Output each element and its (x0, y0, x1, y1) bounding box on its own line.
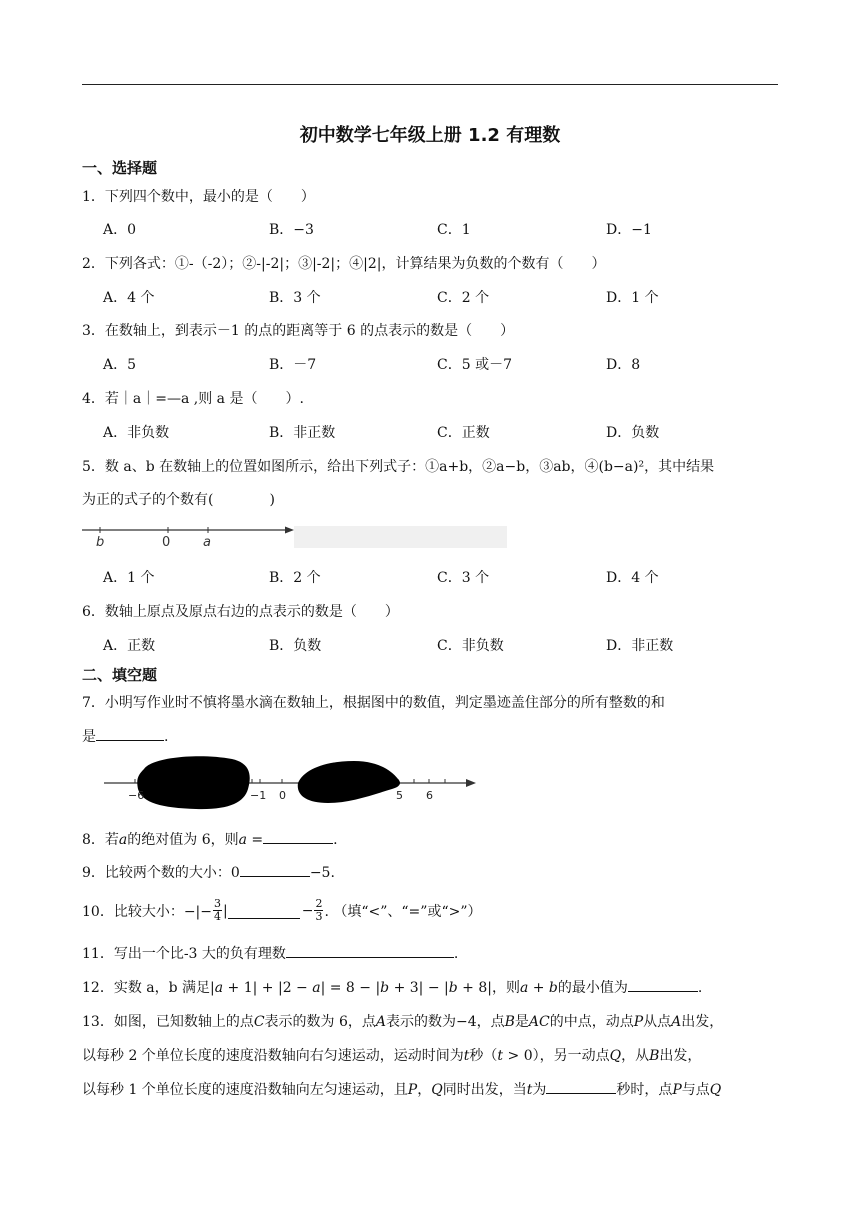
q5-option-a: A．1 个 (103, 570, 155, 586)
q7-text-b: . (164, 729, 169, 745)
q10-fraction-1 (213, 898, 222, 923)
question-11 (82, 943, 458, 963)
page-title: 初中数学七年级上册 1.2 有理数 (299, 125, 561, 146)
q2-option-b: B．3 个 (269, 290, 321, 306)
q7-label-neg1: −1 (250, 789, 267, 802)
q5-option-c: C．3 个 (437, 570, 490, 586)
q7-ink-number-line-figure (100, 755, 480, 813)
q11-text-b: . (453, 946, 459, 962)
q5-label-zero: 0 (162, 535, 171, 550)
question-12 (82, 977, 702, 997)
q10-answer-blank[interactable] (228, 904, 300, 919)
q1-option-c: C．1 (437, 222, 471, 238)
q10-frac1-num: 3 (214, 897, 221, 910)
q2-option-d: D．1 个 (606, 290, 659, 306)
q1-option-d: D．−1 (606, 222, 652, 238)
q4-option-b: B．非正数 (269, 425, 336, 441)
question-2: 2．下列各式：①-（-2）；②-|-2|；③|-2|；④|2|，计算结果为负数的个数有（ ） (82, 256, 606, 272)
q6-option-d: D．非正数 (606, 638, 674, 654)
question-9 (82, 862, 335, 882)
q5-label-b: b (96, 535, 105, 550)
q11-answer-blank[interactable] (286, 943, 454, 958)
q9-answer-blank[interactable] (240, 862, 310, 877)
q2-option-a: A．4 个 (103, 290, 155, 306)
question-1: 1．下列四个数中，最小的是（ ） (82, 189, 315, 205)
q5-option-b: B．2 个 (269, 570, 321, 586)
q9-text-a: 9．比较两个数的大小：0 (82, 865, 240, 881)
section-choice-heading: 一、选择题 (82, 159, 158, 177)
q7-text-a: 是 (82, 729, 96, 745)
q3-option-a: A．5 (103, 357, 137, 373)
q12-text-a: 12．实数 a，b 满足|𝑎 + 1| + |2 − 𝑎| = 8 − |𝑏 + 3| − |𝑏 + 8|，则𝑎 + 𝑏的最小值为 (82, 980, 628, 996)
ink-blot-right (298, 761, 400, 803)
q4-option-c: C．正数 (437, 425, 490, 441)
q3-option-b: B．－7 (269, 357, 317, 373)
q9-text-b: −5. (309, 865, 335, 881)
q13-text-b: 秒时，点𝑃与点𝑄 (616, 1082, 722, 1098)
q10-fraction-2 (314, 898, 323, 923)
q8-text-b: . (333, 832, 338, 848)
q6-option-b: B．负数 (269, 638, 322, 654)
question-5-line-1: 5．数 a、b 在数轴上的位置如图所示，给出下列式子：①a+b，②a−b，③ab，④(b−a)²，其中结果 (82, 459, 715, 475)
question-7-line-1: 7．小明写作业时不慎将墨水滴在数轴上，根据图中的数值，判定墨迹盖住部分的所有整数的和 (82, 695, 665, 711)
q1-option-b: B．−3 (269, 222, 314, 238)
question-13-line-2: 以每秒 2 个单位长度的速度沿数轴向右匀速运动，运动时间为𝑡秒（𝑡 > 0），另一动点𝑄，从𝐵出发， (82, 1048, 702, 1064)
q10-frac1-den: 4 (214, 910, 221, 923)
q6-option-a: A．正数 (103, 638, 156, 654)
q13-text-a: 以每秒 1 个单位长度的速度沿数轴向左匀速运动，且𝑃，𝑄同时出发，当𝑡为 (82, 1082, 547, 1098)
q1-option-a: A．0 (103, 222, 137, 238)
q7-label-5: 5 (396, 789, 403, 802)
q7-label-0: 0 (279, 789, 286, 802)
q6-option-c: C．非负数 (437, 638, 504, 654)
q12-answer-blank[interactable] (628, 977, 698, 992)
question-13-line-3 (82, 1079, 721, 1099)
q10-text-b: | (223, 902, 228, 919)
header-rule (82, 84, 778, 85)
q8-text-a: 8．若𝑎的绝对值为 6，则𝑎 = (82, 832, 264, 848)
q7-label-neg6: −6 (128, 789, 145, 802)
q8-answer-blank[interactable] (263, 829, 333, 844)
q12-text-b: . (697, 980, 703, 996)
q4-option-a: A．非负数 (103, 425, 170, 441)
q3-option-d: D．8 (606, 357, 641, 373)
question-10 (82, 898, 482, 923)
q5-option-d: D．4 个 (606, 570, 659, 586)
q10-frac2-den: 3 (315, 910, 323, 923)
question-4: 4．若｜a｜=—a ,则 a 是（ ）. (82, 391, 304, 407)
q2-option-c: C．2 个 (437, 290, 490, 306)
ink-blot-left (137, 756, 249, 809)
q10-text-a: 10．比较大小：−|− (82, 903, 212, 920)
section-fill-heading: 二、填空题 (82, 666, 158, 684)
question-6: 6．数轴上原点及原点右边的点表示的数是（ ） (82, 604, 399, 620)
q7-label-6: 6 (426, 789, 433, 802)
question-13-line-1: 13．如图，已知数轴上的点𝐶表示的数为 6，点𝐴表示的数为−4，点𝐵是𝐴𝐶的中点，动点𝑃从点𝐴出发， (82, 1014, 724, 1030)
q7-answer-blank[interactable] (96, 726, 164, 741)
q10-text-d: . （填“<”、“=”或“>”） (324, 903, 482, 920)
question-5-line-2: 为正的式子的个数有( ) (82, 492, 275, 508)
q4-option-d: D．负数 (606, 425, 660, 441)
q10-frac2-num: 2 (315, 897, 323, 910)
question-3: 3．在数轴上，到表示－1 的点的距离等于 6 的点表示的数是（ ） (82, 323, 515, 339)
q5-number-line-figure (82, 524, 507, 550)
question-7-line-2 (82, 726, 168, 746)
q5-label-a: a (203, 535, 211, 550)
q3-option-c: C．5 或－7 (437, 357, 512, 373)
q13-answer-blank[interactable] (546, 1079, 616, 1094)
q10-text-c: − (301, 902, 314, 919)
question-8 (82, 829, 338, 849)
q11-text-a: 11．写出一个比-3 大的负有理数 (82, 946, 286, 962)
